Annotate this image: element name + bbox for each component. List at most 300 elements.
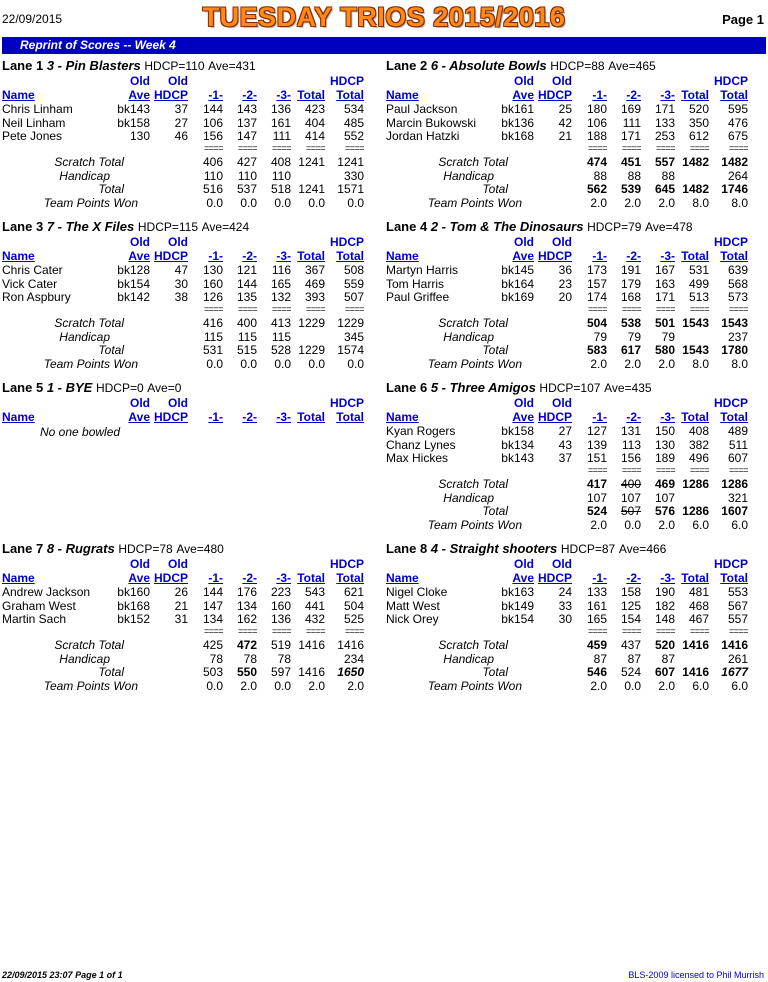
- player-game-2: 179: [620, 276, 641, 291]
- col-header-old-hdcp: Old: [552, 396, 572, 410]
- handicap-value: 79: [593, 329, 607, 344]
- col-header-hdcp: HDCP: [153, 571, 188, 585]
- col-header-ave: Ave: [512, 88, 534, 102]
- team-points-won-value: 0.0: [347, 195, 364, 210]
- player-average: bk149: [501, 598, 534, 613]
- player-game-2: 121: [236, 263, 257, 277]
- player-name: Max Hickes: [386, 451, 449, 465]
- player-game-3: 132: [270, 290, 291, 304]
- player-average: bk145: [501, 263, 534, 277]
- player-hdcp-total: 607: [727, 451, 748, 465]
- player-name: Nigel Cloke: [386, 585, 448, 599]
- col-header-hdcp-total: Total: [720, 88, 748, 102]
- handicap-value: 107: [654, 490, 675, 505]
- player-game-2: 162: [236, 612, 257, 626]
- player-average: bk142: [117, 290, 150, 304]
- team-points-won-value: 6.0: [692, 517, 709, 532]
- team-total-value: 516: [202, 182, 223, 196]
- player-game-2: 135: [236, 290, 257, 304]
- player-total: 543: [304, 585, 325, 599]
- player-hdcp-total: 511: [728, 437, 748, 452]
- player-name: Nick Orey: [386, 612, 439, 626]
- separator-equals: ====: [728, 626, 748, 636]
- player-total: 531: [688, 263, 709, 277]
- col-header-total: Total: [681, 410, 709, 424]
- team-name: 4 - Straight shooters: [430, 541, 558, 556]
- handicap-label: Handicap: [59, 168, 110, 183]
- col-header-game-2: -2-: [242, 571, 257, 585]
- separator-equals: ====: [344, 626, 364, 636]
- player-hdcp-total: 557: [727, 612, 748, 626]
- scratch-total-value: 1416: [337, 638, 364, 652]
- col-header-total: Total: [681, 571, 709, 585]
- player-name: Pete Jones: [2, 129, 63, 143]
- player-average: bk158: [117, 115, 150, 130]
- player-game-2: 134: [236, 598, 257, 613]
- player-game-3: 190: [654, 585, 675, 599]
- col-header-hdcp-total: Total: [336, 88, 364, 102]
- team-total-value: 1286: [682, 504, 709, 518]
- lane-block: [386, 541, 768, 701]
- player-game-2: 125: [620, 598, 641, 613]
- team-total-label: Total: [98, 182, 124, 196]
- team-total-value: 607: [654, 665, 675, 679]
- col-header-ave: Ave: [128, 249, 150, 263]
- team-total-label: Total: [482, 504, 508, 518]
- handicap-value: 79: [661, 329, 675, 344]
- lane-header: [386, 541, 666, 556]
- scratch-total-value: 406: [202, 155, 223, 169]
- player-name: Matt West: [386, 598, 440, 613]
- scratch-total-label: Scratch Total: [438, 477, 508, 491]
- player-game-1: 180: [586, 102, 607, 116]
- team-points-won-value: 2.0: [240, 678, 257, 693]
- separator-equals: ====: [305, 626, 325, 636]
- separator-equals: ====: [621, 143, 641, 153]
- team-total-value: 1746: [721, 182, 748, 196]
- player-name: Vick Cater: [2, 276, 58, 291]
- player-total: 432: [304, 612, 325, 626]
- player-average: bk161: [501, 102, 534, 116]
- separator-equals: ====: [621, 304, 641, 314]
- separator-equals: ====: [203, 143, 223, 153]
- player-game-2: 168: [620, 290, 641, 304]
- player-game-1: 165: [586, 612, 607, 626]
- player-game-3: 136: [270, 102, 291, 116]
- lane-number: Lane 8: [386, 541, 428, 556]
- team-points-won-value: 2.0: [658, 195, 675, 210]
- player-game-2: 176: [236, 585, 257, 599]
- team-points-won-value: 2.0: [624, 356, 641, 371]
- team-average: Ave=424: [201, 220, 250, 234]
- team-points-won-label: Team Points Won: [43, 195, 138, 210]
- player-average: bk169: [501, 290, 534, 304]
- team-total-value: 562: [586, 182, 607, 196]
- player-game-2: 147: [236, 129, 257, 143]
- team-hdcp: HDCP=79: [587, 220, 642, 234]
- separator-equals: ====: [728, 143, 748, 153]
- team-average: Ave=465: [608, 59, 656, 73]
- player-hdcp: 27: [174, 115, 188, 130]
- team-total-label: Total: [98, 665, 124, 679]
- player-name: Paul Griffee: [386, 290, 450, 304]
- col-header-old-hdcp: Old: [552, 235, 572, 249]
- team-total-value: 576: [654, 504, 675, 518]
- col-header-hdcp-total: Total: [720, 410, 748, 424]
- col-header-game-2: -2-: [242, 410, 257, 424]
- handicap-value: 88: [593, 168, 607, 183]
- col-header-game-3: -3-: [660, 249, 675, 263]
- col-header-total: Total: [681, 88, 709, 102]
- team-points-won-value: 6.0: [731, 678, 748, 693]
- separator-equals: ====: [621, 465, 641, 475]
- player-total: 382: [688, 437, 709, 452]
- scratch-total-value: 1241: [298, 155, 325, 169]
- player-hdcp-total: 567: [727, 598, 748, 613]
- team-points-won-value: 2.0: [590, 356, 607, 371]
- player-game-3: 136: [270, 612, 291, 626]
- player-game-1: 144: [202, 585, 223, 599]
- team-average: Ave=466: [618, 542, 667, 556]
- scratch-total-value: 425: [202, 638, 223, 652]
- handicap-label: Handicap: [443, 329, 494, 344]
- player-game-2: 169: [620, 102, 641, 116]
- player-average: bk163: [501, 585, 534, 599]
- team-hdcp: HDCP=88: [550, 59, 605, 73]
- col-header-old-ave: Old: [130, 396, 150, 410]
- team-points-won-value: 0.0: [206, 356, 223, 371]
- player-hdcp-total: 552: [343, 129, 364, 143]
- team-hdcp: HDCP=110: [144, 59, 205, 73]
- player-average: bk134: [501, 437, 534, 452]
- player-hdcp-total: 573: [727, 290, 748, 304]
- separator-equals: ====: [271, 626, 291, 636]
- player-hdcp: 37: [174, 102, 188, 116]
- player-game-1: 130: [202, 263, 223, 277]
- handicap-value: 110: [271, 168, 291, 183]
- team-name: 1 - BYE: [46, 380, 93, 395]
- player-hdcp: 42: [558, 115, 572, 130]
- team-points-won-value: 2.0: [658, 517, 675, 532]
- player-name: Jordan Hatzki: [386, 129, 460, 143]
- player-hdcp: 37: [558, 451, 572, 465]
- separator-equals: ====: [689, 626, 709, 636]
- separator-equals: ====: [237, 304, 257, 314]
- col-header-hdcp: HDCP: [153, 410, 188, 424]
- player-hdcp-total: 568: [727, 276, 748, 291]
- team-total-value: 1241: [298, 182, 325, 196]
- handicap-value: 110: [203, 168, 223, 183]
- col-header-old-hdcp: Old: [168, 396, 188, 410]
- separator-equals: ====: [587, 143, 607, 153]
- team-hdcp: HDCP=107: [539, 381, 601, 395]
- player-game-2: 156: [620, 451, 641, 465]
- player-hdcp: 26: [174, 585, 188, 599]
- player-average: bk158: [501, 424, 534, 438]
- team-name: 8 - Rugrats: [46, 541, 115, 556]
- col-header-game-3: -3-: [660, 571, 675, 585]
- separator-equals: ====: [587, 626, 607, 636]
- col-header-old-ave: Old: [514, 396, 534, 410]
- player-hdcp-total: 639: [727, 263, 748, 277]
- col-header-total: Total: [297, 88, 325, 102]
- scratch-total-value: 474: [586, 155, 607, 169]
- player-name: Ron Aspbury: [2, 290, 71, 304]
- scratch-total-value: 400: [236, 316, 257, 330]
- handicap-value: 87: [593, 651, 607, 666]
- col-header-game-2: -2-: [626, 249, 641, 263]
- team-points-won-value: 0.0: [274, 356, 291, 371]
- col-header-hdcp-top: HDCP: [329, 235, 364, 249]
- team-total-label: Total: [98, 343, 124, 357]
- player-hdcp-total: 507: [343, 290, 364, 304]
- handicap-value: 87: [627, 651, 641, 666]
- separator-equals: ====: [621, 626, 641, 636]
- player-game-3: 182: [654, 598, 675, 613]
- col-header-old-ave: Old: [514, 235, 534, 249]
- col-header-name: Name: [386, 88, 419, 102]
- player-game-3: 130: [654, 437, 675, 452]
- team-points-won-value: 2.0: [590, 678, 607, 693]
- col-header-game-2: -2-: [626, 571, 641, 585]
- col-header-name: Name: [2, 410, 35, 424]
- player-total: 393: [304, 290, 325, 304]
- col-header-game-3: -3-: [660, 410, 675, 424]
- team-points-won-value: 0.0: [240, 195, 257, 210]
- col-header-hdcp-total: Total: [720, 249, 748, 263]
- scratch-total-value: 437: [620, 638, 641, 652]
- scratch-total-value: 1286: [721, 477, 748, 491]
- player-game-2: 144: [236, 276, 257, 291]
- col-header-total: Total: [297, 410, 325, 424]
- team-points-won-value: 2.0: [347, 678, 364, 693]
- player-hdcp-total: 534: [343, 102, 364, 116]
- team-hdcp: HDCP=87: [560, 542, 616, 556]
- handicap-value: 321: [727, 490, 748, 505]
- col-header-game-3: -3-: [276, 571, 291, 585]
- handicap-value: 115: [271, 329, 291, 344]
- separator-equals: ====: [237, 143, 257, 153]
- col-header-hdcp-total: Total: [336, 571, 364, 585]
- player-game-1: 134: [202, 612, 223, 626]
- team-points-won-label: Team Points Won: [427, 195, 522, 210]
- player-name: Martyn Harris: [386, 263, 459, 277]
- separator-equals: ====: [655, 304, 675, 314]
- col-header-hdcp: HDCP: [153, 88, 188, 102]
- team-points-won-value: 0.0: [274, 195, 291, 210]
- team-total-label: Total: [482, 343, 508, 357]
- player-game-3: 171: [654, 290, 675, 304]
- player-total: 408: [688, 424, 709, 438]
- col-header-game-2: -2-: [626, 88, 641, 102]
- scratch-total-value: 1482: [721, 155, 748, 169]
- separator-equals: ====: [344, 304, 364, 314]
- scratch-total-value: 408: [270, 155, 291, 169]
- lane-number: Lane 6: [386, 380, 428, 395]
- col-header-old-ave: Old: [130, 74, 150, 88]
- player-game-3: 253: [654, 129, 675, 143]
- team-total-value: 1571: [337, 182, 364, 196]
- lane-header: [2, 219, 249, 234]
- col-header-total: Total: [297, 571, 325, 585]
- col-header-old-hdcp: Old: [168, 74, 188, 88]
- player-average: bk128: [117, 263, 150, 277]
- col-header-hdcp-total: Total: [336, 249, 364, 263]
- team-points-won-value: 8.0: [692, 195, 709, 210]
- scratch-total-value: 416: [202, 316, 223, 330]
- team-points-won-value: 6.0: [731, 517, 748, 532]
- player-hdcp: 33: [558, 598, 572, 613]
- player-game-2: 158: [620, 585, 641, 599]
- player-game-2: 137: [236, 115, 257, 130]
- col-header-game-3: -3-: [276, 410, 291, 424]
- player-game-1: 147: [202, 598, 223, 613]
- col-header-hdcp-total: Total: [720, 571, 748, 585]
- separator-equals: ====: [271, 143, 291, 153]
- player-average: bk143: [117, 102, 150, 116]
- team-total-value: 1416: [682, 665, 709, 679]
- player-game-1: 106: [586, 115, 607, 130]
- player-hdcp-total: 504: [343, 598, 364, 613]
- team-points-won-value: 0.0: [624, 678, 641, 693]
- col-header-game-3: -3-: [660, 88, 675, 102]
- col-header-game-3: -3-: [276, 88, 291, 102]
- handicap-value: 79: [627, 329, 641, 344]
- scratch-total-value: 557: [654, 155, 675, 169]
- player-total: 423: [304, 102, 325, 116]
- player-hdcp-total: 476: [727, 115, 748, 130]
- lane-number: Lane 2: [386, 58, 428, 73]
- team-average: Ave=480: [176, 542, 224, 556]
- scratch-total-label: Scratch Total: [438, 155, 508, 169]
- col-header-old-ave: Old: [130, 557, 150, 571]
- col-header-total: Total: [681, 249, 709, 263]
- scratch-total-value: 413: [270, 316, 291, 330]
- player-total: 481: [688, 585, 709, 599]
- player-average: bk168: [501, 129, 534, 143]
- player-average: bk164: [501, 276, 534, 291]
- col-header-game-1: -1-: [208, 249, 223, 263]
- team-total-value: 597: [270, 665, 291, 679]
- scratch-total-value: 1241: [337, 155, 364, 169]
- team-average: Ave=435: [604, 381, 652, 395]
- handicap-label: Handicap: [59, 651, 110, 666]
- handicap-label: Handicap: [443, 168, 494, 183]
- separator-equals: ====: [655, 626, 675, 636]
- team-points-won-value: 8.0: [692, 356, 709, 371]
- team-total-value: 580: [654, 343, 675, 357]
- player-hdcp: 38: [174, 290, 188, 304]
- player-hdcp: 31: [174, 612, 188, 626]
- team-hdcp: HDCP=0: [95, 381, 144, 395]
- player-hdcp: 46: [174, 129, 188, 143]
- col-header-hdcp: HDCP: [537, 410, 572, 424]
- team-total-value: 1650: [337, 665, 364, 679]
- col-header-ave: Ave: [512, 571, 534, 585]
- handicap-value: 115: [203, 329, 223, 344]
- col-header-game-2: -2-: [626, 410, 641, 424]
- team-average: Ave=478: [645, 220, 693, 234]
- page-number: Page 1: [722, 12, 764, 27]
- player-game-3: 133: [654, 115, 675, 130]
- separator-equals: ====: [305, 304, 325, 314]
- team-total-value: 518: [270, 182, 291, 196]
- scratch-total-value: 519: [270, 638, 291, 652]
- col-header-ave: Ave: [512, 249, 534, 263]
- scratch-total-label: Scratch Total: [54, 316, 124, 330]
- scratch-total-value: 469: [654, 477, 675, 491]
- player-game-1: 173: [586, 263, 607, 277]
- separator-equals: ====: [237, 626, 257, 636]
- team-total-value: 1543: [682, 343, 709, 357]
- team-total-value: 528: [270, 343, 291, 357]
- handicap-value: 345: [343, 329, 364, 344]
- player-game-3: 148: [654, 612, 675, 626]
- handicap-value: 107: [586, 490, 607, 505]
- col-header-hdcp: HDCP: [537, 571, 572, 585]
- player-game-3: 116: [271, 263, 291, 277]
- handicap-value: 330: [343, 168, 364, 183]
- player-game-3: 161: [270, 115, 291, 130]
- scratch-total-value: 472: [236, 638, 257, 652]
- team-total-value: 1780: [721, 343, 748, 357]
- handicap-value: 115: [237, 329, 257, 344]
- handicap-value: 264: [727, 168, 748, 183]
- team-points-won-value: 2.0: [658, 356, 675, 371]
- report-date: 22/09/2015: [2, 12, 63, 26]
- separator-equals: ====: [344, 143, 364, 153]
- team-total-value: 617: [620, 343, 641, 357]
- team-points-won-label: Team Points Won: [427, 517, 522, 532]
- lane-number: Lane 3: [2, 219, 44, 234]
- player-game-1: 139: [586, 437, 607, 452]
- player-hdcp-total: 559: [343, 276, 364, 291]
- player-game-1: 144: [202, 102, 223, 116]
- col-header-game-1: -1-: [592, 88, 607, 102]
- col-header-old-hdcp: Old: [168, 235, 188, 249]
- col-header-hdcp: HDCP: [537, 88, 572, 102]
- separator-equals: ====: [587, 465, 607, 475]
- player-name: Chris Linham: [2, 102, 73, 116]
- team-average: Ave=431: [208, 59, 256, 73]
- player-game-2: 111: [622, 115, 641, 130]
- team-total-value: 1574: [337, 343, 364, 357]
- player-hdcp: 21: [174, 598, 188, 613]
- player-hdcp: 24: [558, 585, 572, 599]
- player-total: 469: [304, 276, 325, 291]
- player-average: bk168: [117, 598, 150, 613]
- col-header-game-1: -1-: [592, 410, 607, 424]
- handicap-label: Handicap: [443, 490, 494, 505]
- player-game-1: 151: [586, 451, 607, 465]
- player-hdcp-total: 489: [727, 424, 748, 438]
- team-name: 3 - Pin Blasters: [46, 58, 141, 73]
- player-hdcp: 30: [174, 276, 188, 291]
- team-total-value: 531: [202, 343, 223, 357]
- player-total: 467: [688, 612, 709, 626]
- player-hdcp: 43: [558, 437, 572, 452]
- col-header-name: Name: [386, 571, 419, 585]
- player-name: Graham West: [2, 598, 76, 613]
- team-total-label: Total: [482, 665, 508, 679]
- lane-header: [2, 58, 256, 73]
- team-name: 2 - Tom & The Dinosaurs: [430, 219, 584, 234]
- scratch-total-value: 1543: [721, 316, 748, 330]
- col-header-ave: Ave: [128, 410, 150, 424]
- player-game-1: 156: [202, 129, 223, 143]
- player-name: Tom Harris: [386, 276, 445, 291]
- team-points-won-value: 0.0: [274, 678, 291, 693]
